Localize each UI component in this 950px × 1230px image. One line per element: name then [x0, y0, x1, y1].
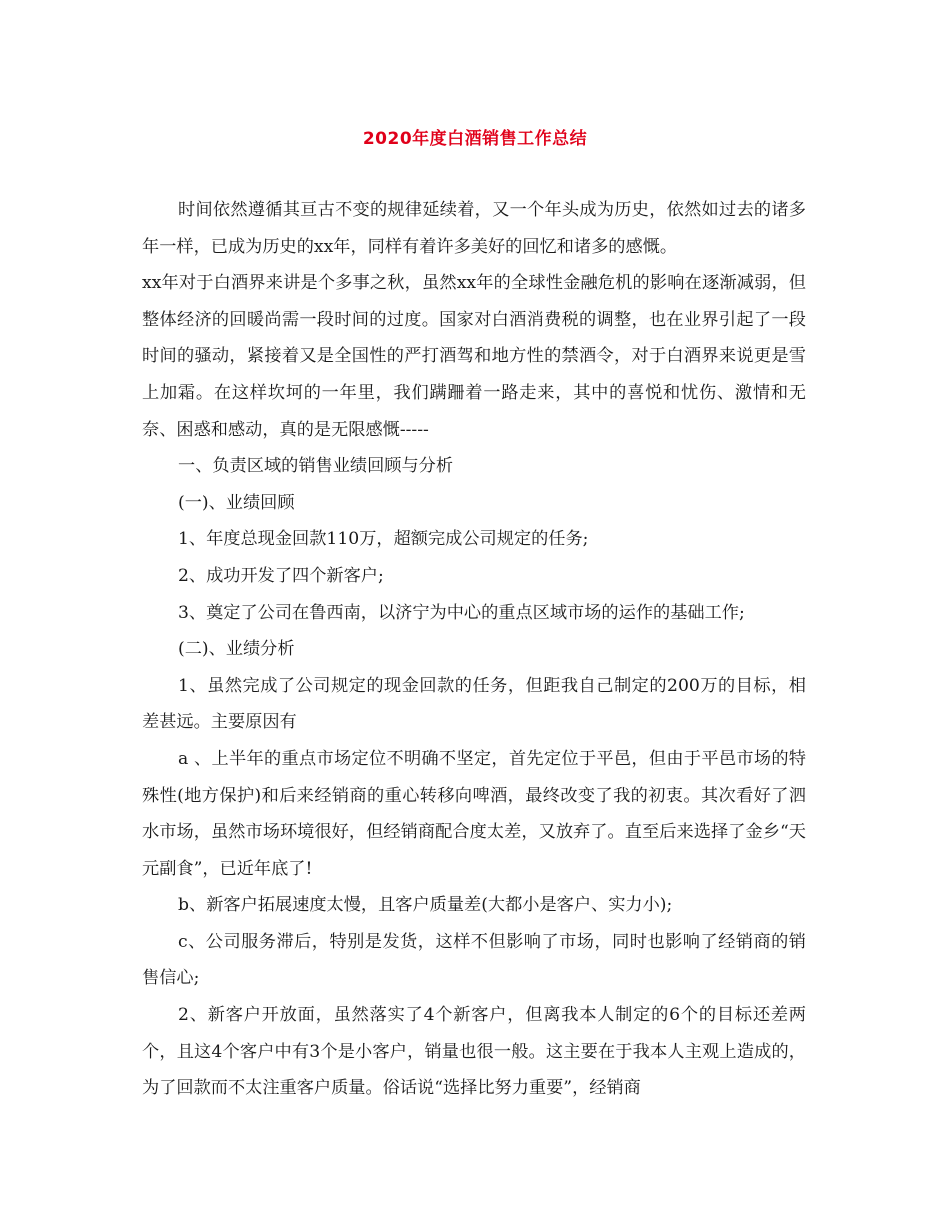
paragraph: b、新客户拓展速度太慢，且客户质量差(大都小是客户、实力小); [178, 895, 673, 916]
document-body [142, 192, 806, 1107]
list-item: 3、奠定了公司在鲁西南，以济宁为中心的重点区域市场的运作的基础工作; [178, 602, 745, 623]
list-item: 2、成功开发了四个新客户; [178, 565, 384, 586]
paragraph: a 、上半年的重点市场定位不明确不坚定，首先定位于平邑，但由于平邑市场的特殊性(地方保护)和后来经销商的重心转移向啤酒，最终改变了我的初衷。其次看好了泗水市场，虽然市场环境很好，但经销商配合度太差，又放弃了。直至后来选择了金乡“天元副食”，已近年底了! [142, 748, 806, 879]
document-title: 2020年度白酒销售工作总结 [362, 129, 588, 149]
paragraph: 时间依然遵循其亘古不变的规律延续着，又一个年头成为历史，依然如过去的诸多年一样，已成为历史的xx年，同样有着许多美好的回忆和诸多的感慨。 [142, 200, 806, 257]
list-item: 1、虽然完成了公司规定的现金回款的任务，但距我自己制定的200万的目标，相差甚远。主要原因有 [142, 675, 806, 733]
paragraph: 2、新客户开放面，虽然落实了4个新客户，但离我本人制定的6个的目标还差两个，且这4个客户中有3个是小客户，销量也很一般。这主要在于我本人主观上造成的，为了回款而不太注重客户质量。俗话说“选择比努力重要”，经销商 [142, 1005, 806, 1099]
paragraph: c、公司服务滞后，特别是发货，这样不但影响了市场，同时也影响了经销商的销售信心; [142, 931, 806, 989]
section-heading: 一、负责区域的销售业绩回顾与分析 [178, 456, 454, 477]
subsection-heading: (一)、业绩回顾 [178, 492, 295, 513]
list-item: 1、年度总现金回款110万，超额完成公司规定的任务; [178, 529, 589, 550]
subsection-heading: (二)、业绩分析 [178, 639, 295, 660]
paragraph: xx年对于白酒界来讲是个多事之秋，虽然xx年的全球性金融危机的影响在逐渐减弱，但整体经济的回暖尚需一段时间的过度。国家对白酒消费税的调整，也在业界引起了一段时间的骚动，紧接着又是全国性的严打酒驾和地方性的禁酒令，对于白酒界来说更是雪上加霜。在这样坎坷的一年里，我们蹒跚着一路走来，其中的喜悦和忧伤、激情和无奈、困惑和感动，真的是无限感慨----- [142, 273, 806, 440]
